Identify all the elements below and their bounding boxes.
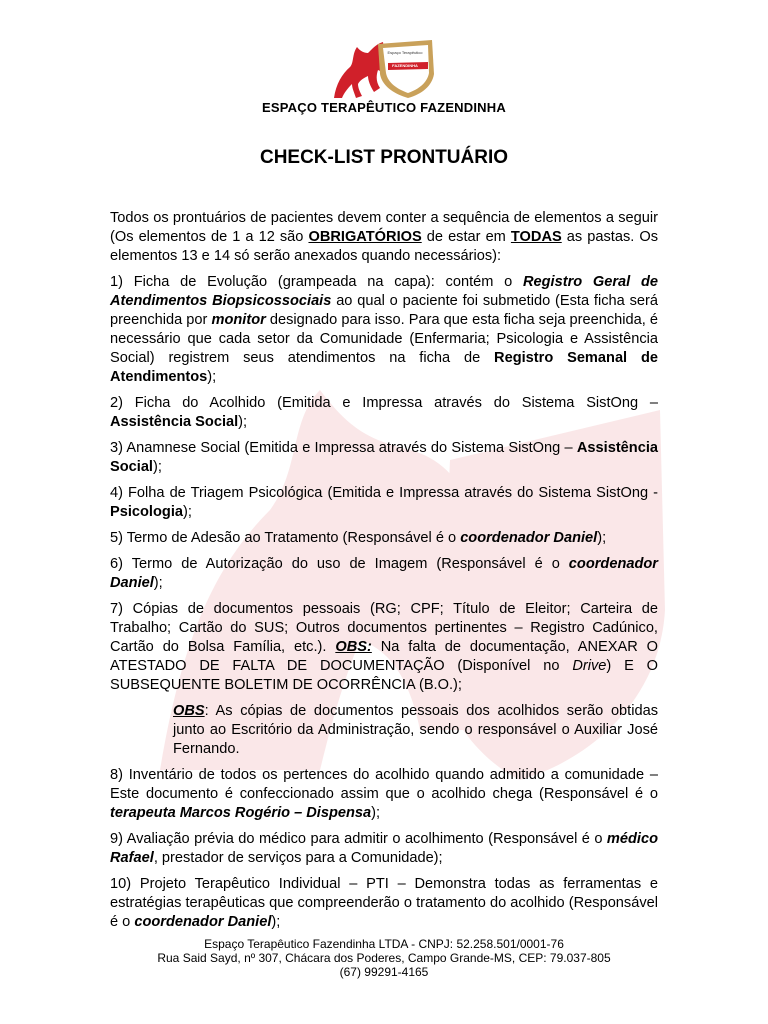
badge-text-line1: Espaço Terapêutico [387, 50, 423, 55]
badge-text-line2: FAZENDINHA [392, 63, 418, 68]
checklist-item-7: 7) Cópias de documentos pessoais (RG; CPF; Título de Eleitor; Carteira de Trabalho; Cartão do SUS; Outros documentos pertinentes – Registro Cadúnico, Cartão do Bolsa Família, etc.). OBS: Na falta de documentação, ANEXAR O ATESTADO DE FALTA DE DOCUMENTAÇÃO (Disponível no Drive) E O SUBSEQUENTE BOLETIM DE OCORRÊNCIA (B.O.); [110, 601, 659, 693]
company-logo-icon [328, 38, 498, 100]
checklist-item-4: 4) Folha de Triagem Psicológica (Emitida e Impressa através do Sistema SistOng - Psicologia); [110, 485, 658, 520]
checklist-item-6: 6) Termo de Autorização do uso de Imagem (Responsável é o coordenador Daniel); [110, 556, 658, 591]
checklist-item-5: 5) Termo de Adesão ao Tratamento (Responsável é o coordenador Daniel); [110, 530, 607, 546]
checklist-item-8: 8) Inventário de todos os pertences do acolhido quando admitido a comunidade – Este documento é confeccionado assim que o acolhido chega (Responsável é o terapeuta Marcos Rogério – Dispensa); [110, 767, 658, 821]
page-footer [0, 937, 768, 979]
intro-paragraph: Todos os prontuários de pacientes devem conter a sequência de elementos a seguir (Os elementos de 1 a 12 são OBRIGATÓRIOS de estar em TODAS as pastas. Os elementos 13 e 14 só serão anexados quando necessários): [110, 210, 659, 264]
document-body [110, 209, 658, 939]
checklist-item-9: 9) Avaliação prévia do médico para admitir o acolhimento (Responsável é o médico Rafael, prestador de serviços para a Comunidade); [110, 831, 658, 866]
document-title: CHECK-LIST PRONTUÁRIO [259, 147, 509, 168]
footer-address-line: Rua Said Sayd, nº 307, Chácara dos Poderes, Campo Grande-MS, CEP: 79.037-805 [157, 951, 611, 965]
checklist-item-1: 1) Ficha de Evolução (grampeada na capa): contém o Registro Geral de Atendimentos Biopsicossociais ao qual o paciente foi submetido (Esta ficha será preenchida por monitor designado para isso. Para que esta ficha seja preenchida, é necessário que cada setor da Comunidade (Enfermaria; Psicologia e Assistência Social) registrem seus atendimentos na ficha de Registro Semanal de Atendimentos); [110, 274, 658, 385]
checklist-item-3: 3) Anamnese Social (Emitida e Impressa através do Sistema SistOng – Assistência Social); [110, 440, 658, 475]
footer-company-line: Espaço Terapêutico Fazendinha LTDA - CNPJ: 52.258.501/0001-76 [204, 937, 564, 951]
checklist-item-2: 2) Ficha do Acolhido (Emitida e Impressa através do Sistema SistOng – Assistência Social); [110, 395, 658, 430]
organization-name: ESPAÇO TERAPÊUTICO FAZENDINHA [262, 100, 506, 115]
footer-phone-line: (67) 99291-4165 [339, 965, 429, 979]
checklist-item-10: 10) Projeto Terapêutico Individual – PTI – Demonstra todas as ferramentas e estratégias terapêuticas que compreenderão o tratamento do acolhido (Responsável é o coordenador Daniel); [110, 876, 658, 930]
obs-note: OBS: As cópias de documentos pessoais dos acolhidos serão obtidas junto ao Escritório da Administração, sendo o responsável o Auxiliar José Fernando. [173, 703, 658, 757]
